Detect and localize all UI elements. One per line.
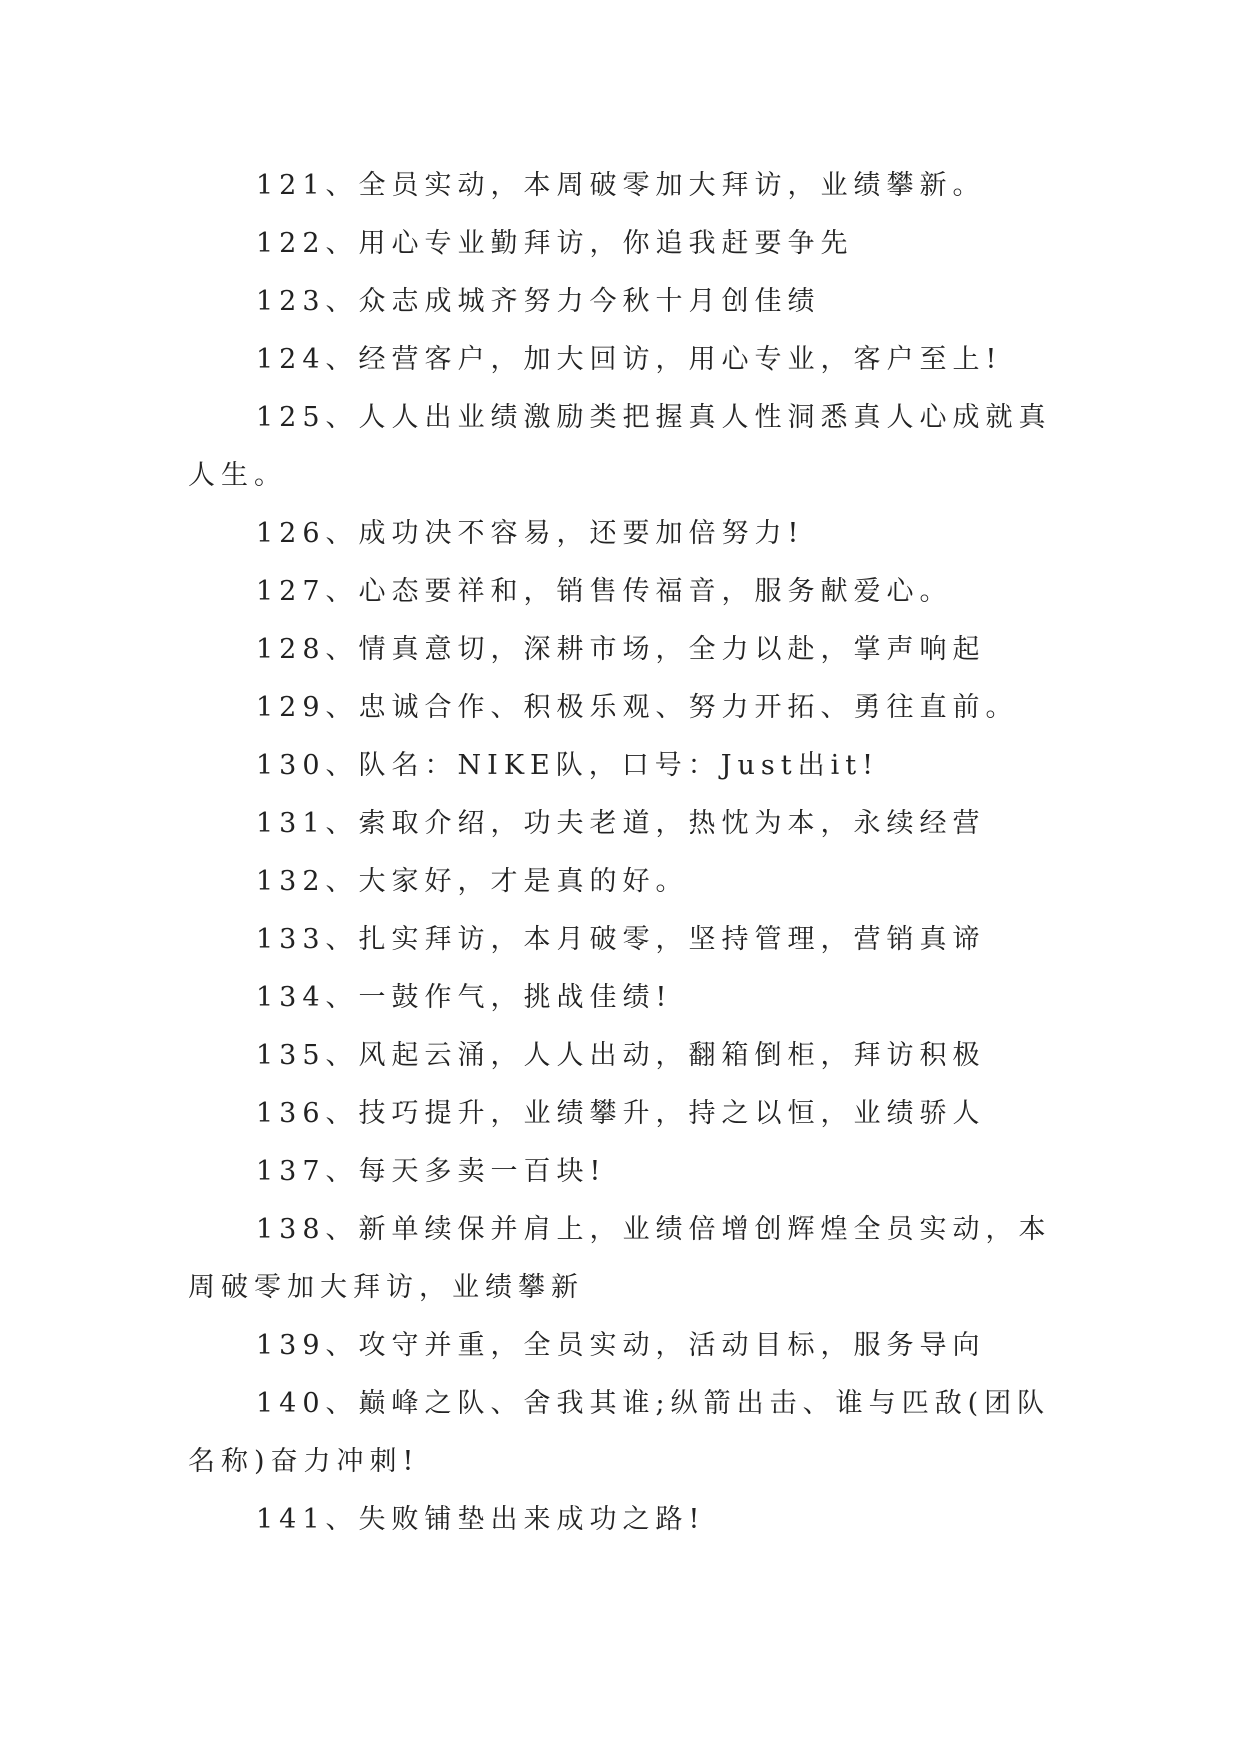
list-item: 135、风起云涌，人人出动，翻箱倒柜，拜访积极 bbox=[256, 1040, 986, 1071]
list-item: 125、人人出业绩激励类把握真人性洞悉真人心成就真人生。 bbox=[188, 402, 1052, 491]
list-item: 123、众志成城齐努力今秋十月创佳绩 bbox=[256, 286, 821, 317]
list-item: 136、技巧提升，业绩攀升，持之以恒，业绩骄人 bbox=[256, 1098, 986, 1129]
list-item: 141、失败铺垫出来成功之路! bbox=[256, 1504, 706, 1535]
list-item: 122、用心专业勤拜访，你追我赶要争先 bbox=[256, 228, 854, 259]
list-item: 124、经营客户，加大回访，用心专业，客户至上! bbox=[256, 344, 1003, 375]
list-item: 121、全员实动，本周破零加大拜访，业绩攀新。 bbox=[256, 170, 986, 201]
list-item: 130、队名：NIKE队，口号：Just出it! bbox=[256, 750, 879, 781]
list-item: 139、攻守并重，全员实动，活动目标，服务导向 bbox=[256, 1330, 986, 1361]
document-body bbox=[188, 157, 1056, 1549]
list-item: 140、巅峰之队、舍我其谁;纵箭出击、谁与匹敌(团队名称)奋力冲刺! bbox=[188, 1388, 1051, 1477]
list-item: 138、新单续保并肩上，业绩倍增创辉煌全员实动，本周破零加大拜访，业绩攀新 bbox=[188, 1214, 1052, 1303]
list-item: 126、成功决不容易，还要加倍努力! bbox=[256, 518, 805, 549]
list-item: 128、情真意切，深耕市场，全力以赴，掌声响起 bbox=[256, 634, 986, 665]
list-item: 132、大家好，才是真的好。 bbox=[256, 866, 689, 897]
list-item: 129、忠诚合作、积极乐观、努力开拓、勇往直前。 bbox=[256, 692, 1019, 723]
list-item: 127、心态要祥和，销售传福音，服务献爱心。 bbox=[256, 576, 953, 607]
list-item: 133、扎实拜访，本月破零，坚持管理，营销真谛 bbox=[256, 924, 986, 955]
list-item: 134、一鼓作气，挑战佳绩! bbox=[256, 982, 673, 1013]
list-item: 131、索取介绍，功夫老道，热忱为本，永续经营 bbox=[256, 808, 986, 839]
list-item: 137、每天多卖一百块! bbox=[256, 1156, 607, 1187]
